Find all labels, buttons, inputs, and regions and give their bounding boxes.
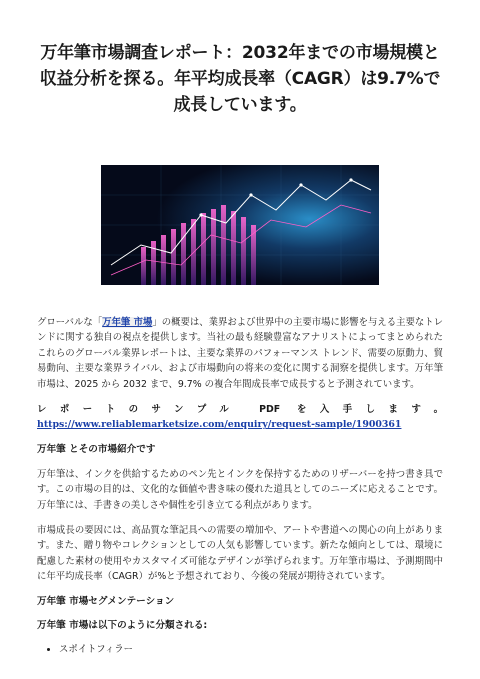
growth-factors-paragraph: 市場成長の要因には、高品質な筆記具への需要の増加や、アートや書道への関心の向上があります。また、贈り物やコレクションとしての人気も影響しています。新たな傾向としては、環境に配慮した素材の使用やカスタマイズ可能なデザインが挙げられます。万年筆市場は、予測期間中に年平均成長率（CAGR）が%と予想されており、今後の発展が期待されています。 xyxy=(37,525,443,583)
sample-pdf-line xyxy=(37,402,443,433)
sample-pdf-label: レポートのサンプル PDF を入手します。 xyxy=(37,404,443,416)
market-definition-paragraph: 万年筆は、インクを供給するためのペン先とインクを保持するためのリザーバーを持つ書き具です。この市場の目的は、文化的な価値や書き味の優れた道具としてのニーズに応えることです。万年筆には、手書きの美しさや個性を引き立てる利点があります。 xyxy=(37,468,443,511)
intro-paragraph: グローバルな「万年筆 市場」の概要は、業界および世界中の主要市場に影響を与える主要なトレンドに関する独自の視点を提供します。当社の最も経験豊富なアナリストによってまとめられたこれらのグローバル業界レポートは、主要な業界のパフォーマンス トレンド、需要の原動力、貿易動向、主要な業界ライバル、および市場動向の将来の変化に関する洞察を提供します。万年筆 市場は、2025 から 2032 まで、9.7% の複合年間成長率で成長すると予測されています。 xyxy=(37,317,443,390)
sample-pdf-link[interactable]: https://www.reliablemarketsize.com/enquiry/request-sample/1900361 xyxy=(37,419,402,431)
segment-list xyxy=(37,642,443,657)
classification-heading: 万年筆 市場は以下のように分類される: xyxy=(37,619,208,631)
list-item: • スポイトフィラー xyxy=(59,642,443,657)
page-title: 万年筆市場調査レポート：2032年までの市場規模と収益分析を探る。年平均成長率（CAGR）は9.7%で成長しています。 xyxy=(39,43,441,115)
market-link[interactable]: 万年筆 市場 xyxy=(102,317,153,328)
hero-image xyxy=(101,165,379,285)
segmentation-heading: 万年筆 市場セグメンテーション xyxy=(37,595,175,607)
market-intro-heading: 万年筆 とその市場紹介です xyxy=(37,443,156,455)
